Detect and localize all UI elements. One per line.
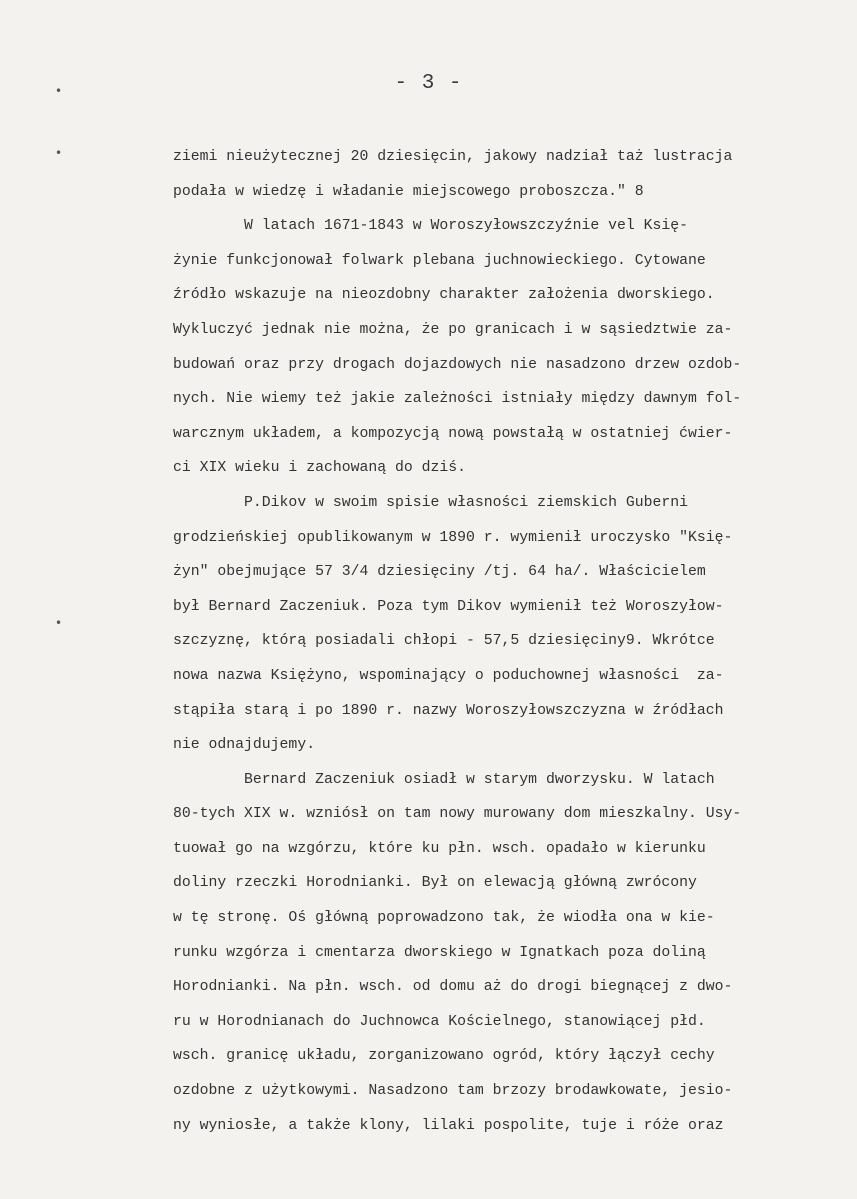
text-line: budowań oraz przy drogach dojazdowych nie nasadzono drzew ozdob- <box>173 356 742 373</box>
text-line: ziemi nieużytecznej 20 dziesięcin, jakowy nadział taż lustracja <box>173 149 733 165</box>
text-line: stąpiła starą i po 1890 r. nazwy Woroszyłowszczyzna w źródłach <box>173 702 724 719</box>
text-line: nie odnajdujemy. <box>173 737 316 754</box>
text-line: Wykluczyć jednak nie można, że po granicach i w sąsiedztwie za- <box>173 321 733 338</box>
body-text <box>173 140 823 1143</box>
text-line: tuował go na wzgórzu, które ku płn. wsch. opadało w kierunku <box>173 840 706 857</box>
text-line: żynie funkcjonował folwark plebana juchnowieckiego. Cytowane <box>173 252 706 269</box>
text-line: Bernard Zaczeniuk osiadł w starym dworzysku. W latach <box>173 771 715 788</box>
text-line: W latach 1671-1843 w Woroszyłowszczyźnie vel Księ- <box>173 218 689 235</box>
text-line: Horodnianki. Na płn. wsch. od domu aż do drogi biegnącej z dwo- <box>173 979 733 996</box>
text-line: warcznym układem, a kompozycją nową powstałą w ostatniej ćwier- <box>173 425 733 442</box>
text-line: P.Dikov w swoim spisie własności ziemskich Guberni <box>173 494 689 511</box>
margin-mark: • <box>55 84 63 98</box>
margin-mark: • <box>55 616 63 630</box>
text-line: ci XIX wieku i zachowaną do dziś. <box>173 460 467 477</box>
text-line: był Bernard Zaczeniuk. Poza tym Dikov wymienił też Woroszyłow- <box>173 598 724 615</box>
text-line: ru w Horodnianach do Juchnowca Kościelnego, stanowiącej płd. <box>173 1013 706 1030</box>
text-line: podała w wiedzę i władanie miejscowego proboszcza." 8 <box>173 183 644 200</box>
page-number: - 3 - <box>394 72 463 95</box>
text-line: nych. Nie wiemy też jakie zależności istniały między dawnym fol- <box>173 391 742 408</box>
text-line: żyn" obejmujące 57 3/4 dziesięciny /tj. 64 ha/. Właścicielem <box>173 564 706 581</box>
text-line: 80-tych XIX w. wzniósł on tam nowy murowany dom mieszkalny. Usy- <box>173 806 742 823</box>
text-line: doliny rzeczki Horodnianki. Był on elewacją główną zwrócony <box>173 875 697 892</box>
text-line: runku wzgórza i cmentarza dworskiego w Ignatkach poza doliną <box>173 944 706 961</box>
text-line: szczyznę, którą posiadali chłopi - 57,5 dziesięciny9. Wkrótce <box>173 633 715 650</box>
text-line: wsch. granicę układu, zorganizowano ogród, który łączył cechy <box>173 1048 715 1065</box>
text-line: grodzieńskiej opublikowanym w 1890 r. wymienił uroczysko "Księ- <box>173 529 733 546</box>
text-line: ny wyniosłe, a także klony, lilaki pospolite, tuje i róże oraz <box>173 1117 724 1134</box>
text-line: nowa nazwa Księżyno, wspominający o poduchownej własności za- <box>173 667 724 684</box>
text-line: ozdobne z użytkowymi. Nasadzono tam brzozy brodawkowate, jesio- <box>173 1083 733 1100</box>
margin-mark: • <box>55 146 63 160</box>
text-line: w tę stronę. Oś główną poprowadzono tak, że wiodła ona w kie- <box>173 910 715 927</box>
text-line: źródło wskazuje na nieozdobny charakter założenia dworskiego. <box>173 287 715 304</box>
